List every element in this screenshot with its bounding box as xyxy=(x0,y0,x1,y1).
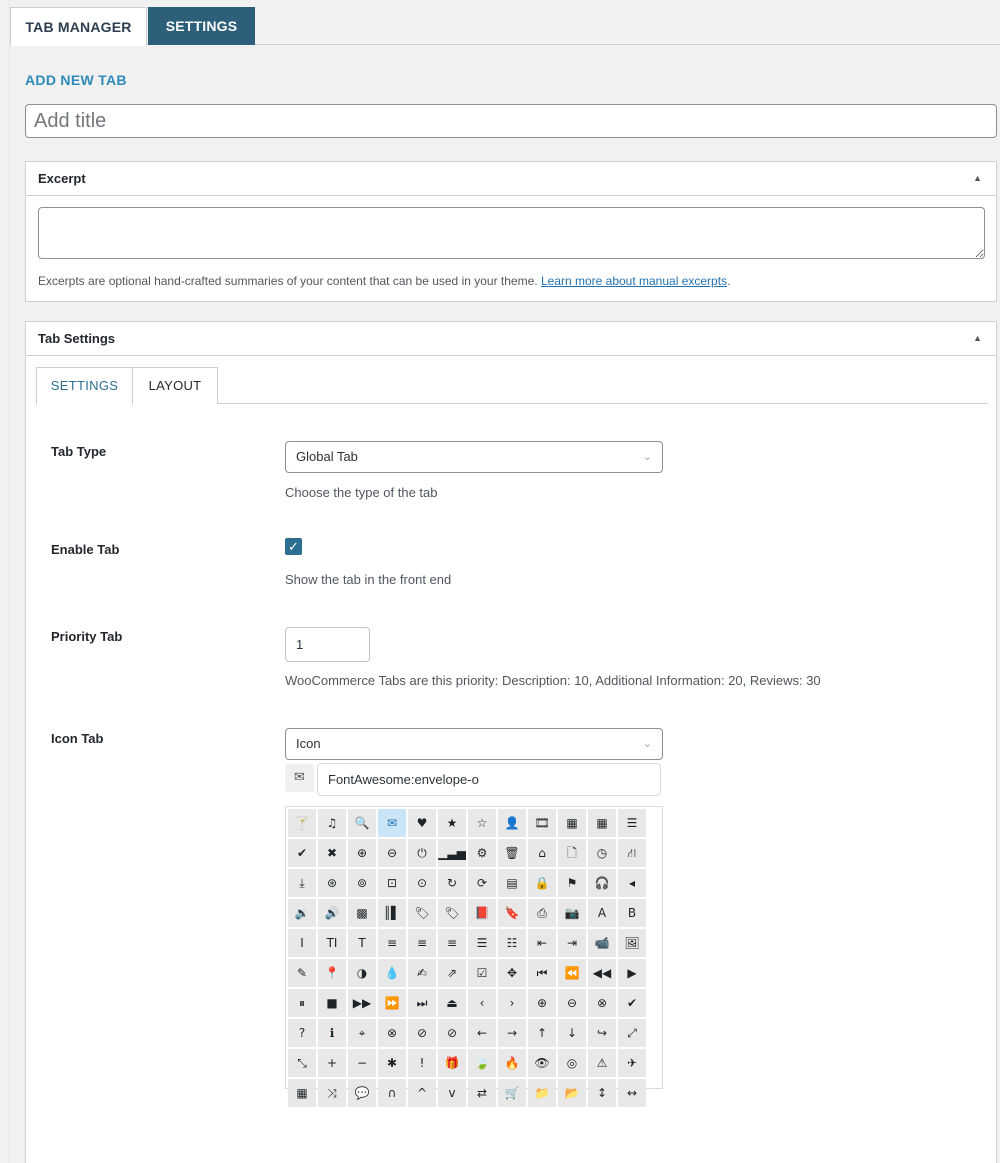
excerpt-panel-header[interactable] xyxy=(26,162,996,196)
tab-type-label: Tab Type xyxy=(51,444,107,459)
asterisk-icon[interactable]: ✱ xyxy=(378,1049,406,1077)
search-icon[interactable]: 🔍 xyxy=(348,809,376,837)
fast-backward-icon[interactable]: ⏪ xyxy=(558,959,586,987)
video-camera-icon[interactable]: 📹 xyxy=(588,929,616,957)
pause-icon[interactable]: ⏸ xyxy=(288,989,316,1017)
outdent-icon[interactable]: ⇤ xyxy=(528,929,556,957)
enable-tab-desc: Show the tab in the front end xyxy=(285,572,452,587)
tags-icon[interactable]: 🏷 xyxy=(438,899,466,927)
share-square-o-icon[interactable]: ⇗ xyxy=(438,959,466,987)
left-edge xyxy=(0,0,10,1163)
refresh-icon[interactable]: ⟳ xyxy=(468,869,496,897)
list-icon[interactable]: ☷ xyxy=(498,929,526,957)
tab-type-desc: Choose the type of the tab xyxy=(285,485,438,500)
stop-icon[interactable]: ■ xyxy=(318,989,346,1017)
plus-icon[interactable]: + xyxy=(318,1049,346,1077)
arrows-v-icon[interactable]: ↕ xyxy=(588,1079,616,1107)
pencil-square-o-icon[interactable]: ✍ xyxy=(408,959,436,987)
times-circle-icon[interactable]: ⊗ xyxy=(588,989,616,1017)
title-input[interactable] xyxy=(25,104,997,138)
eye-icon[interactable]: 👁 xyxy=(528,1049,556,1077)
align-center-icon[interactable]: ≡ xyxy=(408,929,436,957)
repeat-icon[interactable]: ↻ xyxy=(438,869,466,897)
envelope-o-icon[interactable]: ✉ xyxy=(378,809,406,837)
road-icon[interactable]: ⛙ xyxy=(618,839,646,867)
lock-icon[interactable]: 🔒 xyxy=(528,869,556,897)
page-heading: ADD NEW TAB xyxy=(25,72,127,88)
icon-picker-grid xyxy=(285,806,663,1100)
eye-slash-icon[interactable]: ◎ xyxy=(558,1049,586,1077)
map-marker-icon[interactable]: 📍 xyxy=(318,959,346,987)
tab-settings-title: Tab Settings xyxy=(38,331,116,346)
tab-settings-panel-header[interactable] xyxy=(26,322,996,356)
th-list-icon[interactable]: ☰ xyxy=(618,809,646,837)
icon-name-input[interactable] xyxy=(317,763,661,796)
picture-o-icon[interactable]: 🖼 xyxy=(618,929,646,957)
tab-type-value: Global Tab xyxy=(296,449,358,464)
cog-icon[interactable]: ⚙ xyxy=(468,839,496,867)
inner-tab-settings[interactable]: SETTINGS xyxy=(36,367,133,405)
italic-icon[interactable]: I xyxy=(288,929,316,957)
folder-icon[interactable]: 📁 xyxy=(528,1079,556,1107)
learn-more-excerpts-link[interactable]: Learn more about manual excerpts xyxy=(540,274,728,288)
magnet-icon[interactable]: ∩ xyxy=(378,1079,406,1107)
headphones-icon[interactable]: 🎧 xyxy=(588,869,616,897)
align-left-icon[interactable]: ≡ xyxy=(378,929,406,957)
print-icon[interactable]: ⎙ xyxy=(528,899,556,927)
icon-tab-label: Icon Tab xyxy=(51,731,104,746)
star-icon[interactable]: ★ xyxy=(438,809,466,837)
gift-icon[interactable]: 🎁 xyxy=(438,1049,466,1077)
signal-icon[interactable]: ▁▃▅ xyxy=(438,839,466,867)
qrcode-icon[interactable]: ▩ xyxy=(348,899,376,927)
forward-icon[interactable]: ▶▶ xyxy=(348,989,376,1017)
chevron-down-icon[interactable]: v xyxy=(438,1079,466,1107)
bold-icon[interactable]: B xyxy=(618,899,646,927)
volume-off-icon[interactable]: ◂ xyxy=(618,869,646,897)
book-icon[interactable]: 📕 xyxy=(468,899,496,927)
pencil-icon[interactable]: ✎ xyxy=(288,959,316,987)
th-large-icon[interactable]: ▦ xyxy=(558,809,586,837)
exclamation-triangle-icon[interactable]: ⚠ xyxy=(588,1049,616,1077)
music-icon[interactable]: ♫ xyxy=(318,809,346,837)
minus-circle-icon[interactable]: ⊖ xyxy=(558,989,586,1017)
inbox-icon[interactable]: ⊡ xyxy=(378,869,406,897)
power-off-icon[interactable]: ⏻ xyxy=(408,839,436,867)
times-circle-o-icon[interactable]: ⊗ xyxy=(378,1019,406,1047)
times-icon[interactable]: ✖ xyxy=(318,839,346,867)
arrow-right-icon[interactable]: → xyxy=(498,1019,526,1047)
trash-o-icon[interactable]: 🗑 xyxy=(498,839,526,867)
excerpt-panel xyxy=(25,161,997,302)
expand-icon[interactable]: ⤢ xyxy=(618,1019,646,1047)
glass-icon[interactable]: 🍸 xyxy=(288,809,316,837)
excerpt-help-body: Excerpts are optional hand-crafted summaries of your content that can be used in your theme. xyxy=(38,274,541,288)
calendar-icon[interactable]: ▦ xyxy=(288,1079,316,1107)
plane-icon[interactable]: ✈ xyxy=(618,1049,646,1077)
play-icon[interactable]: ▶ xyxy=(618,959,646,987)
random-icon[interactable]: ⤨ xyxy=(318,1079,346,1107)
text-width-icon[interactable]: T xyxy=(348,929,376,957)
shopping-cart-icon[interactable]: 🛒 xyxy=(498,1079,526,1107)
tab-settings-panel xyxy=(25,321,997,1163)
th-icon[interactable]: ▦ xyxy=(588,809,616,837)
fast-forward-icon[interactable]: ⏩ xyxy=(378,989,406,1017)
barcode-icon[interactable]: ║▌ xyxy=(378,899,406,927)
chevron-up-icon[interactable]: ^ xyxy=(408,1079,436,1107)
check-circle-icon[interactable]: ✔ xyxy=(618,989,646,1017)
camera-icon[interactable]: 📷 xyxy=(558,899,586,927)
question-circle-icon[interactable]: ? xyxy=(288,1019,316,1047)
arrow-down-icon[interactable]: ↓ xyxy=(558,1019,586,1047)
arrow-circle-o-up-icon[interactable]: ⊚ xyxy=(348,869,376,897)
home-icon[interactable]: ⌂ xyxy=(528,839,556,867)
collapse-arrow-icon[interactable]: ▲ xyxy=(973,333,982,343)
share-icon[interactable]: ↪ xyxy=(588,1019,616,1047)
exclamation-circle-icon[interactable]: ! xyxy=(408,1049,436,1077)
volume-down-icon[interactable]: 🔉 xyxy=(288,899,316,927)
enable-tab-checkbox[interactable] xyxy=(285,538,302,555)
heart-icon[interactable]: ♥ xyxy=(408,809,436,837)
ban-icon[interactable]: ⊘ xyxy=(438,1019,466,1047)
leaf-icon[interactable]: 🍃 xyxy=(468,1049,496,1077)
bookmark-icon[interactable]: 🔖 xyxy=(498,899,526,927)
search-minus-icon[interactable]: ⊖ xyxy=(378,839,406,867)
play-circle-o-icon[interactable]: ⊙ xyxy=(408,869,436,897)
crosshairs-icon[interactable]: ⌖ xyxy=(348,1019,376,1047)
excerpt-help-end: . xyxy=(727,274,731,288)
tint-icon[interactable]: 💧 xyxy=(378,959,406,987)
step-backward-icon[interactable]: ⏮ xyxy=(528,959,556,987)
align-right-icon[interactable]: ≡ xyxy=(438,929,466,957)
fire-icon[interactable]: 🔥 xyxy=(498,1049,526,1077)
retweet-icon[interactable]: ⇄ xyxy=(468,1079,496,1107)
star-o-icon[interactable]: ☆ xyxy=(468,809,496,837)
tab-type-select[interactable] xyxy=(285,441,663,473)
priority-input[interactable] xyxy=(285,627,370,662)
adjust-icon[interactable]: ◑ xyxy=(348,959,376,987)
excerpt-textarea[interactable] xyxy=(38,207,985,259)
indent-icon[interactable]: ⇥ xyxy=(558,929,586,957)
eject-icon[interactable]: ⏏ xyxy=(438,989,466,1017)
envelope-o-icon: ✉ xyxy=(285,764,314,792)
chevron-left-icon[interactable]: ‹ xyxy=(468,989,496,1017)
clock-o-icon[interactable]: ◷ xyxy=(588,839,616,867)
arrow-up-icon[interactable]: ↑ xyxy=(528,1019,556,1047)
check-icon: ✓ xyxy=(288,539,299,554)
enable-tab-label: Enable Tab xyxy=(51,542,120,557)
tab-settings[interactable]: SETTINGS xyxy=(148,7,255,45)
film-icon[interactable]: 🎞 xyxy=(528,809,556,837)
chevron-down-icon: ⌄ xyxy=(642,738,652,750)
icon-type-value: Icon xyxy=(296,736,321,751)
check-square-o-icon[interactable]: ☑ xyxy=(468,959,496,987)
font-icon[interactable]: A xyxy=(588,899,616,927)
step-forward-icon[interactable]: ⏭ xyxy=(408,989,436,1017)
excerpt-help-text xyxy=(38,274,730,288)
folder-open-icon[interactable]: 📂 xyxy=(558,1079,586,1107)
arrow-left-icon[interactable]: ← xyxy=(468,1019,496,1047)
arrows-icon[interactable]: ✥ xyxy=(498,959,526,987)
inner-tab-bar xyxy=(36,367,988,404)
text-height-icon[interactable]: TI xyxy=(318,929,346,957)
plus-circle-icon[interactable]: ⊕ xyxy=(528,989,556,1017)
file-o-icon[interactable]: 🗋 xyxy=(558,839,586,867)
check-circle-o-icon[interactable]: ⊘ xyxy=(408,1019,436,1047)
minus-icon[interactable]: − xyxy=(348,1049,376,1077)
comment-icon[interactable]: 💬 xyxy=(348,1079,376,1107)
info-circle-icon[interactable]: ℹ xyxy=(318,1019,346,1047)
arrow-circle-o-down-icon[interactable]: ⊛ xyxy=(318,869,346,897)
backward-icon[interactable]: ◀◀ xyxy=(588,959,616,987)
check-icon[interactable]: ✔ xyxy=(288,839,316,867)
list-alt-icon[interactable]: ▤ xyxy=(498,869,526,897)
priority-tab-label: Priority Tab xyxy=(51,629,123,644)
compress-icon[interactable]: ⤡ xyxy=(288,1049,316,1077)
user-icon[interactable]: 👤 xyxy=(498,809,526,837)
inner-tab-layout[interactable]: LAYOUT xyxy=(132,367,218,404)
tag-icon[interactable]: 🏷 xyxy=(408,899,436,927)
icon-picker-cells xyxy=(288,809,658,1107)
arrows-h-icon[interactable]: ↔ xyxy=(618,1079,646,1107)
excerpt-title: Excerpt xyxy=(38,171,86,186)
flag-icon[interactable]: ⚑ xyxy=(558,869,586,897)
download-icon[interactable]: ⤓ xyxy=(288,869,316,897)
priority-tab-desc: WooCommerce Tabs are this priority: Description: 10, Additional Information: 20, Reviews: 30 xyxy=(285,673,821,688)
icon-type-select[interactable] xyxy=(285,728,663,760)
search-plus-icon[interactable]: ⊕ xyxy=(348,839,376,867)
tab-tab-manager[interactable]: TAB MANAGER xyxy=(10,7,147,46)
align-justify-icon[interactable]: ☰ xyxy=(468,929,496,957)
chevron-down-icon: ⌄ xyxy=(642,451,652,463)
volume-up-icon[interactable]: 🔊 xyxy=(318,899,346,927)
top-tab-bar xyxy=(10,0,1000,45)
chevron-right-icon[interactable]: › xyxy=(498,989,526,1017)
collapse-arrow-icon[interactable]: ▲ xyxy=(973,173,982,183)
